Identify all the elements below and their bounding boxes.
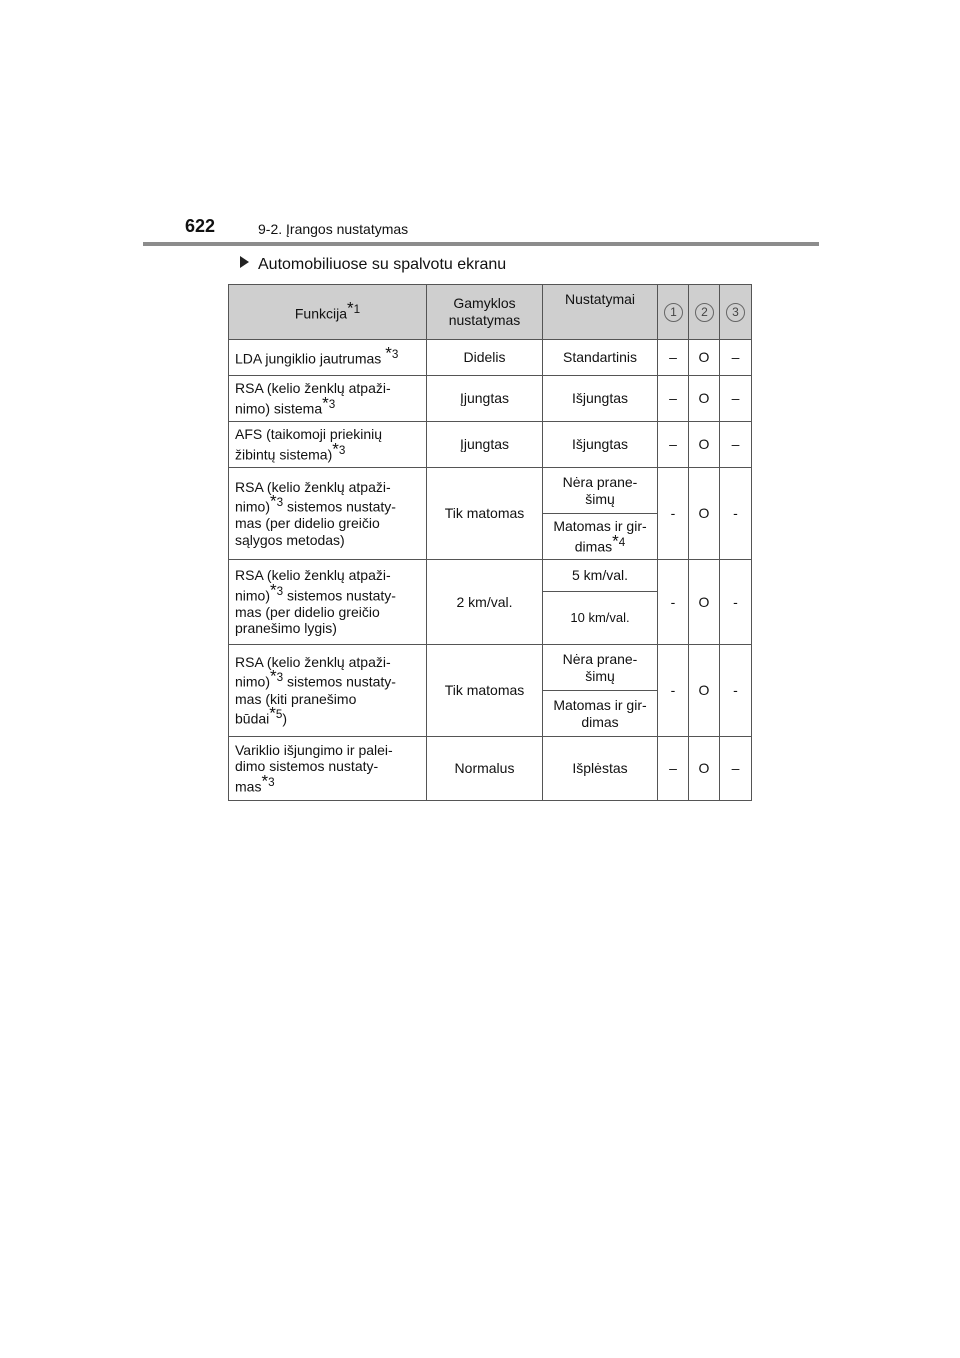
asterisk-icon: * bbox=[347, 298, 354, 318]
marker-cell: – bbox=[720, 422, 752, 468]
marker-cell: - bbox=[720, 645, 752, 737]
function-cell: AFS (taikomoji priekinių žibintų sistema)*$^3$ bbox=[229, 422, 427, 468]
triangle-bullet-icon bbox=[240, 256, 249, 268]
setting-cell: 5 km/val. bbox=[543, 560, 658, 592]
col-function: Funkcija*$^1$ bbox=[229, 285, 427, 340]
table-row bbox=[229, 468, 752, 514]
marker-cell: - bbox=[720, 468, 752, 560]
marker-cell: – bbox=[720, 737, 752, 801]
circled-number-1-icon: 1 bbox=[664, 303, 683, 322]
asterisk-icon: * bbox=[322, 393, 329, 413]
table-header-row bbox=[229, 285, 752, 340]
asterisk-icon: * bbox=[269, 703, 276, 723]
table-row bbox=[229, 422, 752, 468]
marker-cell: – bbox=[658, 422, 689, 468]
function-cell: RSA (kelio ženklų atpaži- nimo)*$^3$ sistemos nustaty- mas (per didelio greičio pranešimo lygis) bbox=[229, 560, 427, 645]
marker-cell: O bbox=[689, 340, 720, 376]
marker-cell: - bbox=[720, 560, 752, 645]
subheading-text: Automobiliuose su spalvotu ekranu bbox=[258, 256, 507, 273]
function-cell: Variklio išjungimo ir palei- dimo sistemos nustaty- mas*$^3$ bbox=[229, 737, 427, 801]
marker-cell: - bbox=[658, 560, 689, 645]
asterisk-icon: * bbox=[385, 344, 392, 364]
asterisk-icon: * bbox=[261, 771, 269, 791]
table-row bbox=[229, 340, 752, 376]
default-cell: Normalus bbox=[427, 737, 543, 801]
setting-cell: Išplėstas bbox=[543, 737, 658, 801]
default-cell: Įjungtas bbox=[427, 376, 543, 422]
default-cell: Didelis bbox=[427, 340, 543, 376]
marker-cell: – bbox=[658, 340, 689, 376]
subheading bbox=[240, 256, 506, 274]
marker-cell: O bbox=[689, 468, 720, 560]
default-cell: Tik matomas bbox=[427, 645, 543, 737]
col-marker-2 bbox=[689, 285, 720, 340]
setting-cell: Matomas ir gir- dimas*$^4$ bbox=[543, 514, 658, 560]
settings-table bbox=[228, 284, 752, 801]
marker-cell: - bbox=[658, 645, 689, 737]
circled-number-3-icon: 3 bbox=[726, 303, 745, 322]
default-cell: Įjungtas bbox=[427, 422, 543, 468]
function-cell: LDA jungiklio jautrumas *$^3$ bbox=[229, 340, 427, 376]
col-marker-1 bbox=[658, 285, 689, 340]
function-cell: RSA (kelio ženklų atpaži- nimo)*$^3$ sistemos nustaty- mas (kiti pranešimo būdai*$^5$) bbox=[229, 645, 427, 737]
setting-cell: Išjungtas bbox=[543, 376, 658, 422]
default-cell: Tik matomas bbox=[427, 468, 543, 560]
col-marker-3 bbox=[720, 285, 752, 340]
marker-cell: - bbox=[658, 468, 689, 560]
setting-cell: Standartinis bbox=[543, 340, 658, 376]
setting-cell: Matomas ir gir- dimas bbox=[543, 691, 658, 737]
setting-cell: Išjungtas bbox=[543, 422, 658, 468]
marker-cell: O bbox=[689, 560, 720, 645]
function-cell: RSA (kelio ženklų atpaži- nimo) sistema*$^3$ bbox=[229, 376, 427, 422]
marker-cell: O bbox=[689, 376, 720, 422]
circled-number-2-icon: 2 bbox=[695, 303, 714, 322]
page-number: 622 bbox=[185, 216, 216, 236]
marker-cell: O bbox=[689, 737, 720, 801]
col-default: Gamyklos nustatymas bbox=[427, 285, 543, 340]
asterisk-icon: * bbox=[332, 439, 339, 459]
default-cell: 2 km/val. bbox=[427, 560, 543, 645]
setting-cell: Nėra prane- šimų bbox=[543, 645, 658, 691]
table-row bbox=[229, 645, 752, 691]
table-row bbox=[229, 560, 752, 592]
marker-cell: – bbox=[658, 376, 689, 422]
asterisk-icon: * bbox=[270, 667, 277, 686]
table-row bbox=[229, 737, 752, 801]
setting-cell: Nėra prane- šimų bbox=[543, 468, 658, 514]
marker-cell: – bbox=[720, 376, 752, 422]
col-settings: Nustatymai bbox=[543, 285, 658, 340]
asterisk-icon: * bbox=[270, 580, 277, 600]
table-row bbox=[229, 376, 752, 422]
setting-cell: 10 km/val. bbox=[543, 592, 658, 645]
asterisk-icon: * bbox=[612, 531, 619, 551]
marker-cell: – bbox=[720, 340, 752, 376]
asterisk-icon: * bbox=[270, 491, 277, 511]
marker-cell: O bbox=[689, 422, 720, 468]
section-title: 9-2. Įrangos nustatymas bbox=[258, 221, 409, 237]
function-cell: RSA (kelio ženklų atpaži- nimo)*$^3$ sistemos nustaty- mas (per didelio greičio sąlygos metodas) bbox=[229, 468, 427, 560]
marker-cell: O bbox=[689, 645, 720, 737]
header-rule bbox=[143, 242, 819, 246]
marker-cell: – bbox=[658, 737, 689, 801]
